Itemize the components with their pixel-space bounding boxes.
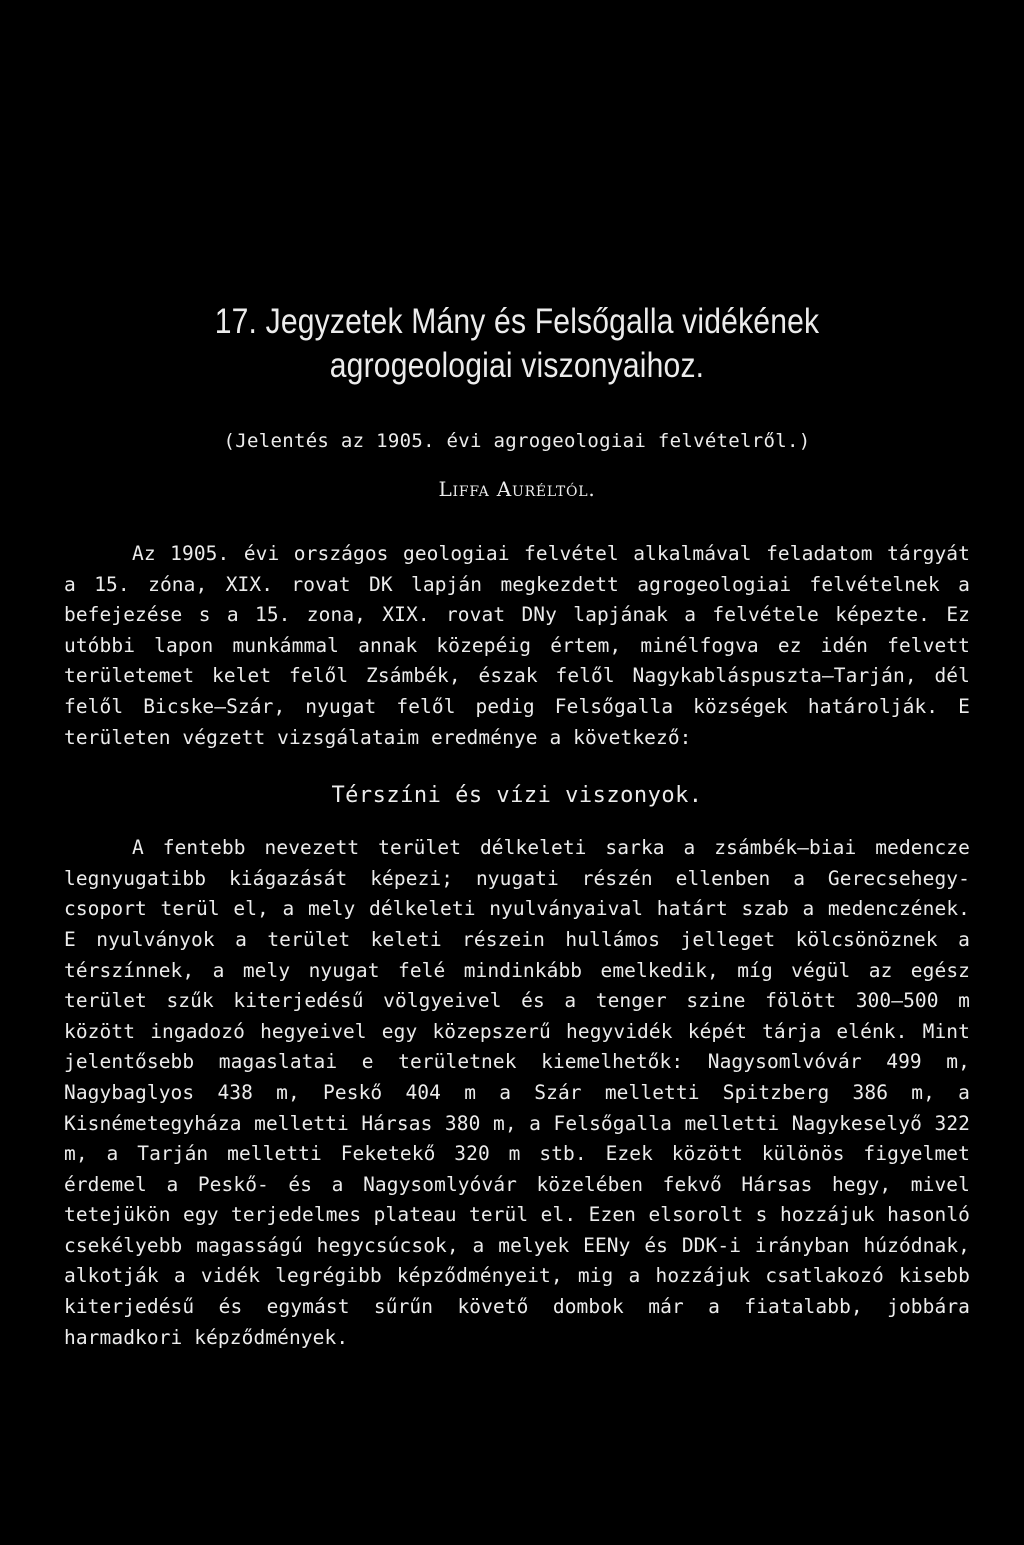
document-page (64, 300, 970, 1353)
section-heading: Térszíni és vízi viszonyok. (331, 783, 703, 809)
document-subtitle: (Jelentés az 1905. évi agrogeologiai felvételről.) (223, 430, 811, 452)
author-line: Liffa Auréltól. (438, 477, 596, 501)
document-title: 17. Jegyzetek Mány és Felsőgalla vidékének agrogeologiai viszonyaihoz. (214, 302, 820, 385)
paragraph-intro: Az 1905. évi országos geologiai felvétel alkalmával feladatom tárgyát a 15. zóna, XIX. rovat DK lapján megkezdett agrogeologiai felvételnek a befejezése s a 15. zona, XIX. rovat DNy lapjának a felvétele képezte. Ez utóbbi lapon munkámmal annak közepéig értem, minélfogva ez idén felvett területemet kelet felől Zsámbék, észak felől Nagykabláspuszta—Tarján, dél felől Bicske—Szár, nyugat felől pedig Felsőgalla községek határolják. E területen végzett vizsgálataim eredménye a következő: (64, 542, 970, 749)
paragraph-terrain: A fentebb nevezett terület délkeleti sarka a zsámbék—biai medencze legnyugatibb kiágazását képezi; nyugati részén ellenben a Gerecsehegy-csoport terül el, a mely délkeleti nyulványaival határt szab a medenczének. E nyulványok a terület keleti részein hullámos jelleget kölcsönöznek a térszínnek, a mely nyugat felé mindinkább emelkedik, míg végül az egész terület szűk kiterjedésű völgyeivel és a tenger szine fölött 300—500 m között ingadozó hegyeivel egy közepszerű hegyvidék képét tárja elénk. Mint jelentősebb magaslatai e területnek kiemelhetők: Nagysomlvóvár 499 m, Nagybaglyos 438 m, Peskő 404 m a Szár melletti Spitzberg 386 m, a Kisnémetegyháza melletti Hársas 380 m, a Felsőgalla melletti Nagykeselyő 322 m, a Tarján melletti Feketekő 320 m stb. Ezek között különös figyelmet érdemel a Peskő- és a Nagysomlyóvár közelében fekvő Hársas hegy, mivel tetejükön egy terjedelmes plateau terül el. Ezen elsorolt s hozzájuk hasonló csekélyebb magasságú hegycsúcsok, a melyek EENy és DDK-i irányban húzódnak, alkotják a vidék legrégibb képződményeit, mig a hozzájuk csatlakozó kisebb kiterjedésű és egymást sűrűn követő dombok már a fiatalabb, jobbára harmadkori képződmények. (64, 836, 970, 1349)
